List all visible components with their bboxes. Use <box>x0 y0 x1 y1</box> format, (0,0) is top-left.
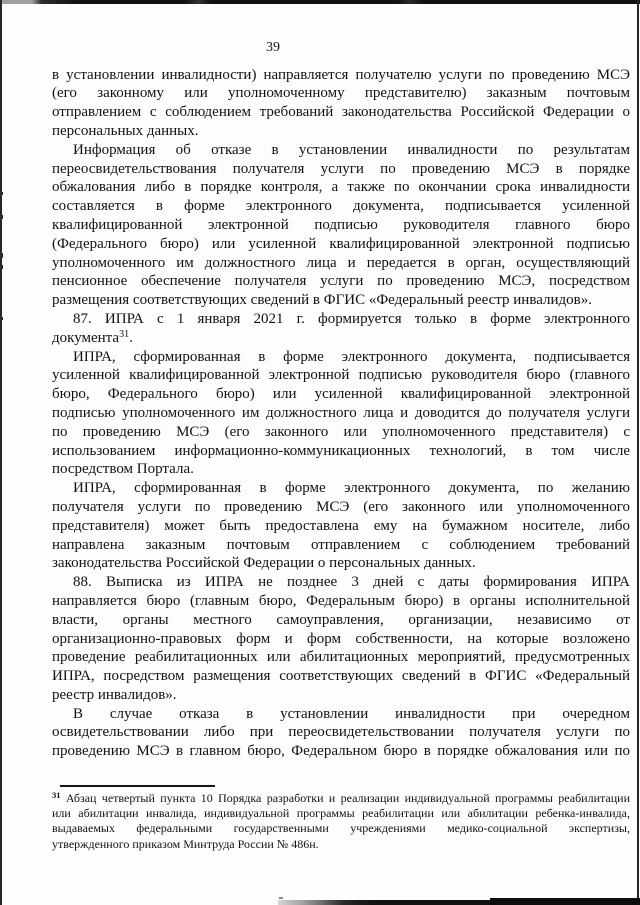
text-run: документа <box>52 329 120 346</box>
text-line: отправлением с соблюдением требований законодательства Российской Федерации о <box>52 104 630 121</box>
text-line: пенсионное обеспечение получателя услуги по проведению МСЭ, посредством <box>52 273 630 290</box>
paragraph <box>52 66 630 141</box>
text-line: проведение реабилитационных или абилитационных мероприятий, предусмотренных <box>52 649 630 666</box>
text-line: персональных данных. <box>52 122 199 139</box>
footnote-line: выдаваемых федеральными государственными учреждениями медико-социальной экспертизы, <box>52 821 630 836</box>
text-line: получателя услуги по проведению МСЭ (его законного или уполномоченного <box>52 498 630 515</box>
text-line: в установлении инвалидности) направляется получателю услуги по проведению МСЭ <box>52 66 630 83</box>
scan-artifact-tick <box>0 215 3 219</box>
document-body <box>52 66 630 761</box>
scan-artifact-top-bar <box>0 0 640 4</box>
footnote-line <box>52 791 630 806</box>
text-line: бюро, Федерального бюро) или усиленной квалифицированной электронной <box>52 386 630 403</box>
paragraph <box>52 573 630 705</box>
text-run: Абзац четвертый пункта 10 Порядка разработки и реализации индивидуальной программы реабилитации <box>65 791 630 805</box>
text-line: составляется в форме электронного документа, подписывается усиленной <box>52 198 630 215</box>
text-line: освидетельствовании либо при переосвидетельствовании получателя услуги по <box>52 724 630 741</box>
footnote-marker: 31 <box>52 791 61 800</box>
footnote-line: утвержденного приказом Минтруда России № 486н. <box>52 836 319 851</box>
text-line: уполномоченного им должностного лица и передается в орган, осуществляющий <box>52 254 630 271</box>
footnote-line: или абилитации инвалида, индивидуальной программы реабилитации или абилитации ребенка-инвалида, <box>52 806 630 821</box>
scan-artifact-bottom-bar-cap <box>490 898 640 905</box>
paragraph <box>52 705 630 761</box>
text-line: обжалования либо в порядке контроля, а также по окончании срока инвалидности <box>52 179 630 196</box>
text-line: (Федерального бюро) или усиленной квалифицированной электронной подписью <box>52 235 630 252</box>
text-line: законодательства Российской Федерации о персональных данных. <box>52 555 476 572</box>
text-line: направлена заказным почтовым отправлением с соблюдением требований <box>52 536 630 553</box>
scan-artifact-tick <box>0 317 3 320</box>
text-run: . <box>129 329 133 346</box>
text-line: представителя) может быть предоставлена ему на бумажном носителе, либо <box>52 517 630 534</box>
text-line: ИПРА, посредством размещения соответствующих сведений в ФГИС «Федеральный <box>52 668 630 685</box>
text-line: размещения соответствующих сведений в ФГИС «Федеральный реестр инвалидов». <box>52 292 592 309</box>
text-line: организационно-правовых форм и форм собственности, на которые возложено <box>52 630 630 647</box>
text-line: использованием информационно-коммуникационных технологий, в том числе <box>52 442 630 459</box>
scan-artifact-left-line <box>0 0 2 905</box>
text-line: посредством Портала. <box>52 461 194 478</box>
text-line: переосвидетельствования получателя услуги по проведению МСЭ в порядке <box>52 160 630 177</box>
paragraph <box>52 479 630 573</box>
paragraph <box>52 348 630 480</box>
text-line: 88. Выписка из ИПРА не позднее 3 дней с даты формирования ИПРА <box>73 574 630 591</box>
footnote-separator-rule <box>60 785 215 787</box>
paragraph <box>52 141 630 310</box>
text-line: ИПРА, сформированная в форме электронного документа, по желанию <box>73 480 630 497</box>
scan-artifact-tick <box>0 265 3 269</box>
text-line <box>52 329 630 348</box>
text-line: квалифицированной электронной подписью руководителя главного бюро <box>52 216 630 233</box>
text-line: по проведению МСЭ (его законного или уполномоченного представителя) с <box>52 423 630 440</box>
scan-artifact-tick <box>0 192 3 195</box>
scan-artifact-tick <box>0 253 3 258</box>
text-line: власти, органы местного самоуправления, организации, независимо от <box>52 611 630 628</box>
text-line: усиленной квалифицированной электронной подписью руководителя бюро (главного <box>52 367 630 384</box>
text-line: реестр инвалидов». <box>52 686 177 703</box>
scan-artifact-right-line <box>637 0 639 905</box>
text-line: (его законному или уполномоченному представителю) заказным почтовым <box>52 85 630 102</box>
text-line: ИПРА, сформированная в форме электронного документа, подписывается <box>73 348 630 365</box>
footnote-reference-mark: 31 <box>119 328 130 340</box>
text-line: В случае отказа в установлении инвалидности при очередном <box>73 705 630 722</box>
page-number: 39 <box>266 40 280 55</box>
text-line: 87. ИПРА с 1 января 2021 г. формируется только в форме электронного <box>73 310 630 327</box>
scan-artifact-speck <box>279 897 283 899</box>
text-line: подписью уполномоченного им должностного лица и доводится до получателя услуги <box>52 404 630 421</box>
text-line: Информация об отказе в установлении инвалидности по результатам <box>73 141 630 158</box>
text-line: направляется бюро (главным бюро, Федеральным бюро) в органы исполнительной <box>52 592 630 609</box>
footnote <box>52 785 630 852</box>
text-line: проведению МСЭ в главном бюро, Федеральном бюро в порядке обжалования или по <box>52 743 630 760</box>
paragraph <box>52 310 630 348</box>
